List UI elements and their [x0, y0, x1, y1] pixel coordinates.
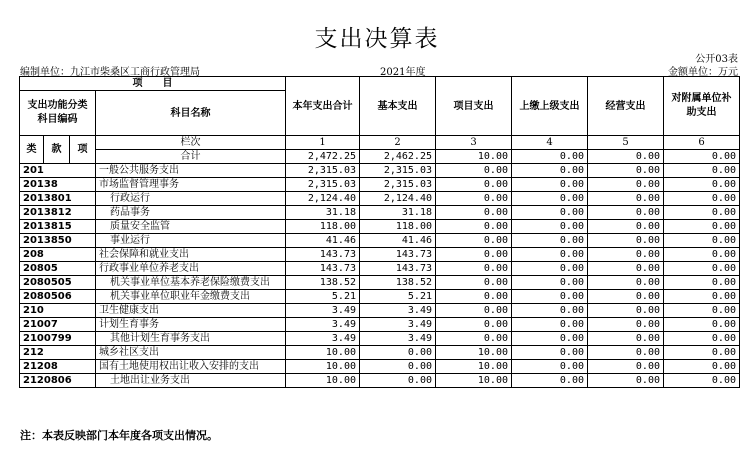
compiling-unit: 编制单位：九江市柴桑区工商行政管理局 — [20, 67, 200, 78]
row-value: 0.00 — [436, 304, 512, 318]
footnote: 注：本表反映部门本年度各项支出情况。 — [20, 429, 218, 442]
row-value: 0.00 — [436, 248, 512, 262]
row-code: 2013812 — [20, 206, 96, 220]
row-value: 0.00 — [436, 220, 512, 234]
row-value: 0.00 — [588, 304, 664, 318]
row-value: 118.00 — [360, 220, 436, 234]
row-name: 城乡社区支出 — [96, 346, 286, 360]
expenditure-table — [19, 76, 740, 388]
total-value: 0.00 — [512, 150, 588, 164]
row-value: 0.00 — [360, 346, 436, 360]
table-row — [20, 192, 740, 206]
header-col-subsidy: 对附属单位补助支出 — [664, 77, 740, 136]
row-value: 2,124.40 — [286, 192, 360, 206]
row-code: 2013815 — [20, 220, 96, 234]
row-name: 一般公共服务支出 — [96, 164, 286, 178]
money-unit: 金额单位：万元 — [668, 67, 738, 78]
row-value: 0.00 — [664, 164, 740, 178]
header-xiang: 项 — [70, 136, 96, 164]
row-code: 208 — [20, 248, 96, 262]
row-value: 143.73 — [286, 248, 360, 262]
row-value: 10.00 — [286, 374, 360, 388]
row-code: 201 — [20, 164, 96, 178]
row-value: 3.49 — [360, 304, 436, 318]
row-value: 31.18 — [286, 206, 360, 220]
row-value: 5.21 — [360, 290, 436, 304]
row-code: 21208 — [20, 360, 96, 374]
row-name: 社会保障和就业支出 — [96, 248, 286, 262]
table-row — [20, 346, 740, 360]
row-value: 2,315.03 — [360, 164, 436, 178]
row-value: 0.00 — [664, 276, 740, 290]
row-name: 事业运行 — [96, 234, 286, 248]
row-name: 国有土地使用权出让收入安排的支出 — [96, 360, 286, 374]
row-value: 0.00 — [664, 192, 740, 206]
row-value: 0.00 — [512, 192, 588, 206]
row-name: 行政运行 — [96, 192, 286, 206]
row-code: 2100799 — [20, 332, 96, 346]
row-value: 0.00 — [588, 276, 664, 290]
row-value: 0.00 — [512, 304, 588, 318]
row-name: 机关事业单位基本养老保险缴费支出 — [96, 276, 286, 290]
row-value: 0.00 — [436, 262, 512, 276]
row-value: 41.46 — [360, 234, 436, 248]
row-value: 0.00 — [588, 234, 664, 248]
row-value: 3.49 — [360, 318, 436, 332]
header-col-basic: 基本支出 — [360, 77, 436, 136]
row-value: 0.00 — [588, 164, 664, 178]
row-value: 0.00 — [512, 276, 588, 290]
row-value: 0.00 — [664, 262, 740, 276]
row-name: 卫生健康支出 — [96, 304, 286, 318]
row-name: 药品事务 — [96, 206, 286, 220]
table-row — [20, 220, 740, 234]
row-value: 0.00 — [588, 346, 664, 360]
row-value: 2,315.03 — [360, 178, 436, 192]
row-name: 计划生育事务 — [96, 318, 286, 332]
total-value: 0.00 — [588, 150, 664, 164]
row-value: 0.00 — [588, 220, 664, 234]
meta-row — [20, 63, 738, 76]
col-num: 4 — [512, 136, 588, 150]
table-row — [20, 206, 740, 220]
row-name: 质量安全监管 — [96, 220, 286, 234]
row-value: 0.00 — [512, 164, 588, 178]
table-row — [20, 304, 740, 318]
lanci-label: 栏次 — [96, 136, 286, 150]
row-value: 0.00 — [512, 332, 588, 346]
row-value: 31.18 — [360, 206, 436, 220]
col-num: 5 — [588, 136, 664, 150]
table-row — [20, 248, 740, 262]
row-value: 0.00 — [664, 360, 740, 374]
row-value: 0.00 — [512, 318, 588, 332]
table-row — [20, 276, 740, 290]
row-value: 5.21 — [286, 290, 360, 304]
row-value: 10.00 — [436, 360, 512, 374]
row-value: 143.73 — [286, 262, 360, 276]
row-value: 0.00 — [436, 290, 512, 304]
col-num: 2 — [360, 136, 436, 150]
table-row — [20, 374, 740, 388]
header-name: 科目名称 — [96, 91, 286, 136]
table-row — [20, 262, 740, 276]
total-value: 10.00 — [436, 150, 512, 164]
row-value: 0.00 — [664, 220, 740, 234]
row-name: 机关事业单位职业年金缴费支出 — [96, 290, 286, 304]
row-name: 土地出让业务支出 — [96, 374, 286, 388]
row-value: 41.46 — [286, 234, 360, 248]
row-value: 3.49 — [360, 332, 436, 346]
row-code: 2013850 — [20, 234, 96, 248]
row-value: 0.00 — [588, 178, 664, 192]
row-value: 0.00 — [664, 318, 740, 332]
row-name: 行政事业单位养老支出 — [96, 262, 286, 276]
table-row — [20, 178, 740, 192]
header-col-remit: 上缴上级支出 — [512, 77, 588, 136]
row-value: 0.00 — [360, 374, 436, 388]
total-value: 2,462.25 — [360, 150, 436, 164]
col-num: 6 — [664, 136, 740, 150]
row-value: 0.00 — [664, 304, 740, 318]
row-value: 0.00 — [436, 332, 512, 346]
row-value: 2,315.03 — [286, 164, 360, 178]
row-code: 210 — [20, 304, 96, 318]
row-value: 138.52 — [360, 276, 436, 290]
row-value: 3.49 — [286, 332, 360, 346]
row-code: 20805 — [20, 262, 96, 276]
form-number: 公开03表 — [695, 54, 738, 65]
row-value: 0.00 — [664, 332, 740, 346]
row-value: 0.00 — [588, 206, 664, 220]
header-col-project: 项目支出 — [436, 77, 512, 136]
row-name: 其他计划生育事务支出 — [96, 332, 286, 346]
row-value: 0.00 — [664, 290, 740, 304]
row-value: 0.00 — [436, 192, 512, 206]
total-label: 合计 — [96, 150, 286, 164]
table-row — [20, 290, 740, 304]
total-value: 0.00 — [664, 150, 740, 164]
row-value: 138.52 — [286, 276, 360, 290]
row-value: 0.00 — [360, 360, 436, 374]
total-value: 2,472.25 — [286, 150, 360, 164]
row-value: 0.00 — [588, 262, 664, 276]
row-value: 0.00 — [664, 374, 740, 388]
row-name: 市场监督管理事务 — [96, 178, 286, 192]
row-value: 0.00 — [512, 220, 588, 234]
row-value: 143.73 — [360, 248, 436, 262]
row-value: 0.00 — [512, 178, 588, 192]
row-value: 0.00 — [664, 234, 740, 248]
col-num: 3 — [436, 136, 512, 150]
row-value: 0.00 — [436, 318, 512, 332]
table-row — [20, 164, 740, 178]
row-code: 2080506 — [20, 290, 96, 304]
row-code: 2013801 — [20, 192, 96, 206]
row-value: 10.00 — [436, 374, 512, 388]
row-value: 0.00 — [512, 206, 588, 220]
row-code: 20138 — [20, 178, 96, 192]
row-value: 0.00 — [664, 206, 740, 220]
row-value: 0.00 — [588, 360, 664, 374]
row-value: 0.00 — [436, 206, 512, 220]
row-value: 0.00 — [588, 192, 664, 206]
row-value: 0.00 — [588, 332, 664, 346]
row-value: 0.00 — [588, 290, 664, 304]
row-value: 0.00 — [588, 248, 664, 262]
row-value: 0.00 — [512, 248, 588, 262]
row-value: 0.00 — [588, 318, 664, 332]
row-value: 0.00 — [436, 178, 512, 192]
row-value: 0.00 — [512, 262, 588, 276]
table-row — [20, 234, 740, 248]
row-code: 2120806 — [20, 374, 96, 388]
row-code: 212 — [20, 346, 96, 360]
row-value: 0.00 — [512, 374, 588, 388]
row-value: 143.73 — [360, 262, 436, 276]
row-code: 2080505 — [20, 276, 96, 290]
row-value: 0.00 — [664, 346, 740, 360]
header-lei: 类 — [20, 136, 44, 164]
col-num: 1 — [286, 136, 360, 150]
row-value: 3.49 — [286, 304, 360, 318]
header-project: 项 目 — [20, 77, 286, 91]
row-value: 2,315.03 — [286, 178, 360, 192]
header-col-operating: 经营支出 — [588, 77, 664, 136]
row-value: 10.00 — [286, 346, 360, 360]
row-value: 0.00 — [664, 178, 740, 192]
table-row — [20, 360, 740, 374]
row-value: 10.00 — [286, 360, 360, 374]
row-value: 0.00 — [588, 374, 664, 388]
row-value: 0.00 — [512, 234, 588, 248]
row-value: 10.00 — [436, 346, 512, 360]
row-value: 2,124.40 — [360, 192, 436, 206]
row-value: 0.00 — [512, 360, 588, 374]
table-body — [20, 164, 740, 388]
row-value: 0.00 — [436, 164, 512, 178]
row-value: 0.00 — [512, 290, 588, 304]
page-title: 支出决算表 — [314, 26, 440, 52]
row-value: 0.00 — [664, 248, 740, 262]
header-col-total: 本年支出合计 — [286, 77, 360, 136]
table-row — [20, 318, 740, 332]
header-kuan: 款 — [44, 136, 70, 164]
fiscal-year: 2021年度 — [380, 67, 426, 78]
table-row — [20, 332, 740, 346]
row-value: 3.49 — [286, 318, 360, 332]
row-value: 0.00 — [436, 276, 512, 290]
row-value: 0.00 — [436, 234, 512, 248]
row-value: 118.00 — [286, 220, 360, 234]
row-value: 0.00 — [512, 346, 588, 360]
header-code: 支出功能分类科目编码 — [20, 91, 96, 136]
row-code: 21007 — [20, 318, 96, 332]
